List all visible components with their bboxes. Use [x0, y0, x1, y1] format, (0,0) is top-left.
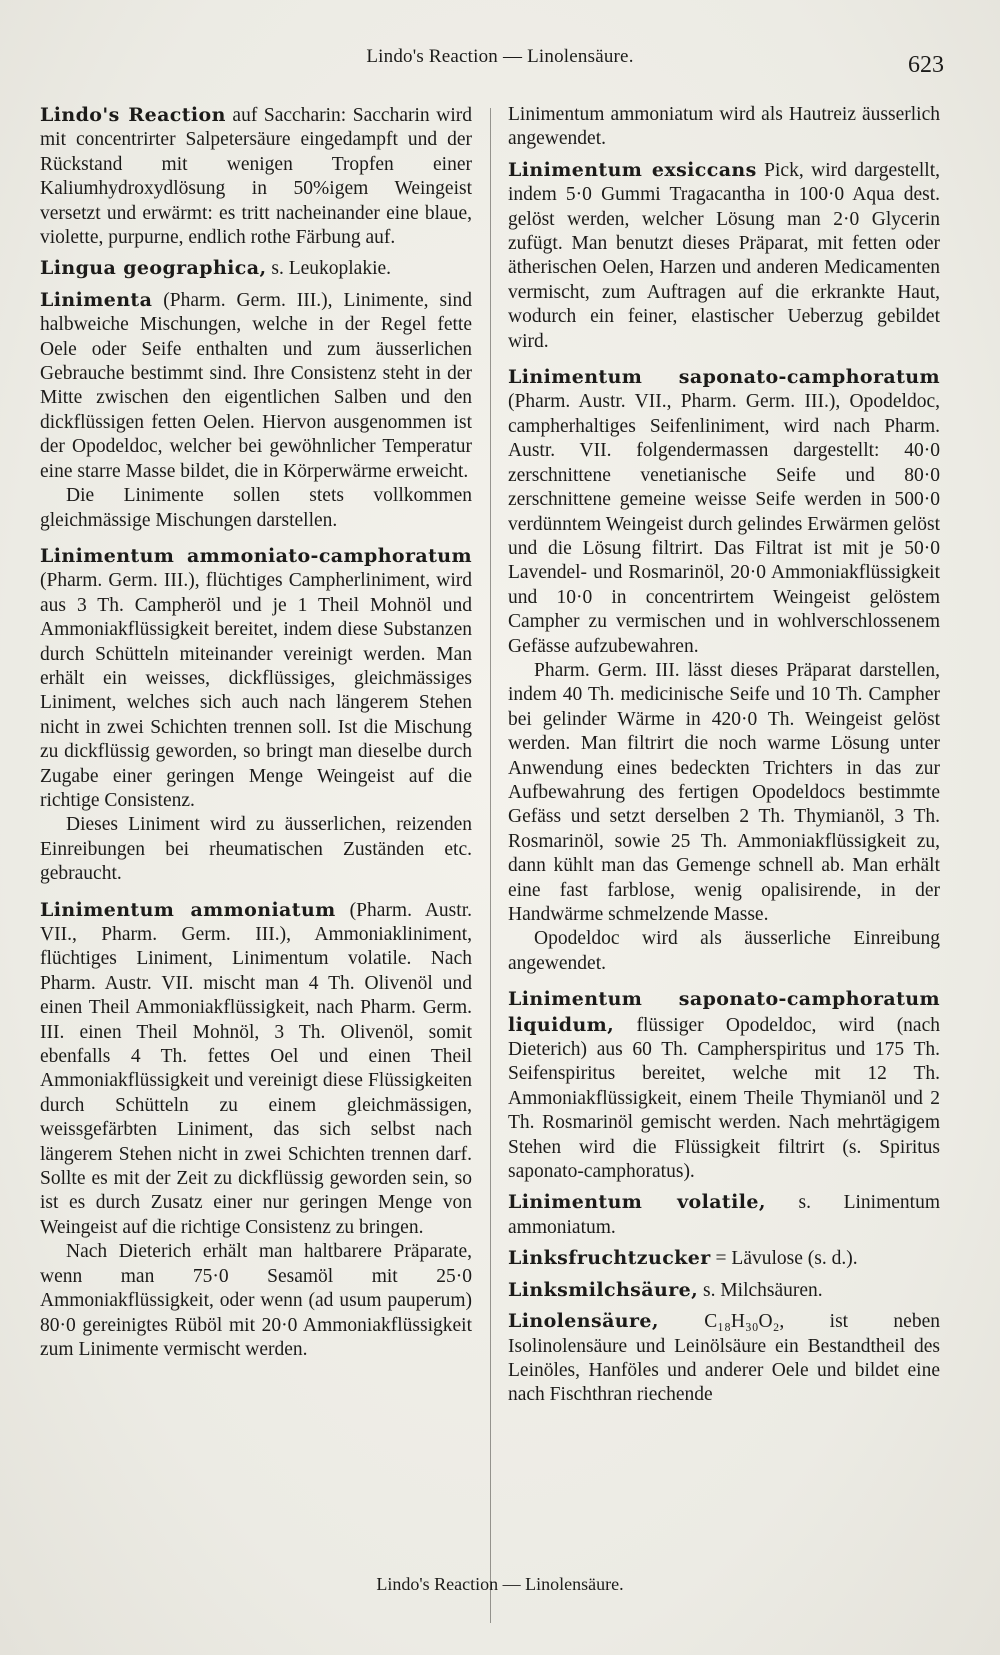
paragraph-pharm-germ-preparation [508, 659, 940, 927]
running-head: Lindo's Reaction — Linolensäure. [366, 46, 634, 67]
entry-text: (Pharm. Germ. III.), Linimente, sind halbweiche Mischungen, welche in der Regel fette Oele oder Seife enthalten und zum äusserlichen Gebrauche bestimmt sind. Ihre Consistenz steht in der Mitte zwischen den eigentlichen Salben und den dickflüssigen fetten Oelen. Hiervon ausgenommen ist der Opodeldoc, welcher bei gewöhnlicher Temperatur eine starre Masse bildet, die in Körperwärme erweicht. [40, 289, 472, 482]
running-foot: Lindo's Reaction — Linolensäure. [376, 1574, 624, 1594]
entry-headword: Linimentum ammoniato-camphoratum [40, 544, 472, 567]
entry-text: Nach Dieterich erhält man haltbarere Präparate, wenn man 75·0 Sesamöl mit 25·0 Ammoniakflüssigkeit, oder wenn (ad usum pauperum) 80·0 gereinigtes Rüböl mit 20·0 Ammoniakflüssigkeit zum Linimente vermischt werden. [40, 1241, 472, 1360]
entry-text: C₁₈H₃₀O₂, ist neben Isolinolensäure und Leinölsäure ein Bestandtheil des Leinöles, Hanföles und anderer Oele und bildet eine nach Fischthran riechende [508, 1311, 940, 1406]
entry-text: s. Milchsäuren. [698, 1279, 823, 1301]
entry-headword: Linimentum volatile, [508, 1191, 766, 1214]
entry-headword: Linimenta [40, 288, 153, 311]
entry-text: Dieses Liniment wird zu äusserlichen, reizenden Einreibungen bei rheumatischen Zuständen etc. gebraucht. [40, 814, 472, 885]
entry-linksmilchsaeure [508, 1278, 940, 1303]
entry-linolensaeure [508, 1309, 940, 1408]
entry-headword: Linimentum saponato-camphoratum [508, 366, 940, 389]
entry-lingua-geographica [40, 256, 472, 281]
entry-text: Pick, wird dargestellt, indem 5·0 Gummi Tragacantha in 100·0 Aqua dest. gelöst werden, welcher Lösung man 2·0 Glycerin zufügt. Man benutzt dieses Präparat, mit fetten oder ätherischen Oelen, Harzen und anderen Medicamenten vermischt, zum Auftragen auf die erkrankte Haut, wodurch ein feiner, elastischer Ueberzug gebildet wird. [508, 159, 940, 352]
entry-text: auf Saccharin: Saccharin wird mit concentrirter Salpetersäure eingedampft und der Rückstand mit wenigen Tropfen einer Kaliumhydroxydlösung in 50%igem Weingeist versetzt und erwärmt: es tritt nacheinander eine blaue, violette, purpurne, endlich rothe Färbung auf. [40, 105, 472, 249]
entry-linimentum-saponato-camphoratum [508, 365, 940, 659]
paragraph-linimenta-note [40, 484, 472, 533]
entry-text: Opodeldoc wird als äusserliche Einreibung angewendet. [508, 928, 940, 974]
entry-linksfruchtzucker [508, 1246, 940, 1271]
paragraph-hautreiz [508, 103, 940, 152]
entry-text: s. Linimentum ammoniatum. [508, 1192, 940, 1238]
left-column [40, 103, 472, 1362]
entry-linimentum-exsiccans [508, 158, 940, 354]
paragraph-dieterich-preparation [40, 1240, 472, 1362]
entry-headword: Linimentum exsiccans [508, 158, 757, 181]
entry-headword: Lingua geographica, [40, 257, 267, 280]
entry-text: flüssiger Opodeldoc, wird (nach Dieterich) aus 60 Th. Campherspiritus und 175 Th. Seifenspiritus bereitet, welche mit 12 Th. Ammoniakflüssigkeit, einem Theile Thymianöl und 2 Th. Rosmarinöl gemischt werden. Nach mehrtägigem Stehen wird die Flüssigkeit filtrirt (s. Spiritus saponato-camphoratus). [508, 1014, 940, 1183]
entry-headword: Linksfruchtzucker [508, 1247, 711, 1270]
entry-text: s. Leukoplakie. [266, 258, 392, 280]
entry-text: = Lävulose (s. d.). [710, 1248, 858, 1270]
right-column [508, 103, 940, 1408]
paragraph-liniment-usage [40, 813, 472, 886]
entry-headword: Linimentum saponato-camphoratum liquidum, [508, 988, 940, 1036]
entry-text: (Pharm. Austr. VII., Pharm. Germ. III.), Ammoniakliniment, flüchtiges Liniment, Linimentum volatile. Nach Pharm. Austr. VII. mischt man 4 Th. Olivenöl und einen Theil Ammoniakflüssigkeit, nach Pharm. Germ. III. einen Theil Mohnöl, 3 Th. Olivenöl, somit ebenfalls 4 Th. fettes Oel und einen Theil Ammoniakflüssigkeit und vereinigt diese Flüssigkeiten durch Schütteln zu einem gleichmässigen, weissgefärbten Liniment, das sich selbst nach längerem Stehen nicht in zwei Schichten trennen darf. Sollte es mit der Zeit zu dickflüssig geworden sein, so ist es durch Zusatz einer nur geringen Menge von Weingeist auf die richtige Consistenz zu bringen. [40, 899, 472, 1238]
entry-headword: Linksmilchsäure, [508, 1278, 699, 1301]
entry-linimenta [40, 288, 472, 484]
entry-linimentum-volatile [508, 1190, 940, 1240]
entry-text: (Pharm. Germ. III.), flüchtiges Campherliniment, wird aus 3 Th. Campheröl und je 1 Theil Mohnöl und Ammoniakflüssigkeit bereitet, indem diese Substanzen durch Schütteln miteinander vereinigt werden. Man erhält ein weisses, dickflüssiges, gleichmässiges Liniment, welches sich auch nach längerem Stehen nicht in zwei Schichten trennen soll. Ist die Mischung zu dickflüssig geworden, so bringt man dieselbe durch Zugabe einer geringen Menge Weingeist auf die richtige Consistenz. [40, 570, 472, 811]
paragraph-opodeldoc-usage [508, 927, 940, 976]
entry-linimentum-ammoniato-camphoratum [40, 544, 472, 813]
entry-lindos-reaction [40, 103, 472, 250]
page-number: 623 [908, 52, 944, 78]
entry-headword: Linolensäure, [508, 1310, 659, 1333]
entry-text: Linimentum ammoniatum wird als Hautreiz äusserlich angewendet. [508, 104, 940, 150]
entry-linimentum-ammoniatum [40, 898, 472, 1241]
column-divider [490, 108, 491, 1623]
entry-text: Pharm. Germ. III. lässt dieses Präparat darstellen, indem 40 Th. medicinische Seife und 10 Th. Campher bei gelinder Wärme in 420·0 Th. Weingeist gelöst werden. Man filtrirt die noch warme Lösung unter Anwendung eines bedeckten Trichters in das zur Aufbewahrung des fertigen Opodeldocs bestimmte Gefäss und setzt derselben 2 Th. Thymianöl, 3 Th. Rosmarinöl, sowie 25 Th. Ammoniakflüssigkeit zu, dann kühlt man das Gemenge schnell ab. Man erhält eine fast farblose, wenig opalisirende, in der Handwärme schmelzende Masse. [508, 659, 940, 925]
entry-linimentum-saponato-camphoratum-liquidum [508, 987, 940, 1184]
entry-headword: Lindo's Reaction [40, 104, 226, 126]
entry-headword: Linimentum ammoniatum [40, 898, 336, 921]
entry-text: Die Linimente sollen stets vollkommen gleichmässige Mischungen darstellen. [40, 485, 472, 531]
entry-text: (Pharm. Austr. VII., Pharm. Germ. III.), Opodeldoc, campherhaltiges Seifenliniment, wird nach Pharm. Austr. VII. folgendermassen dargestellt: 40·0 zerschnittene venetianische Seife und 80·0 zerschnittene gemeine weisse Seife werden in 500·0 verdünntem Weingeist durch gelindes Erwärmen gelöst und die Lösung filtrirt. Das Filtrat ist mit je 50·0 Lavendel- und Rosmarinöl, 20·0 Ammoniakflüssigkeit und 10·0 in concentrirtem Weingeist gelöstem Campher zu vermischen und in wohlverschlossenem Gefässe aufzubewahren. [508, 391, 940, 657]
